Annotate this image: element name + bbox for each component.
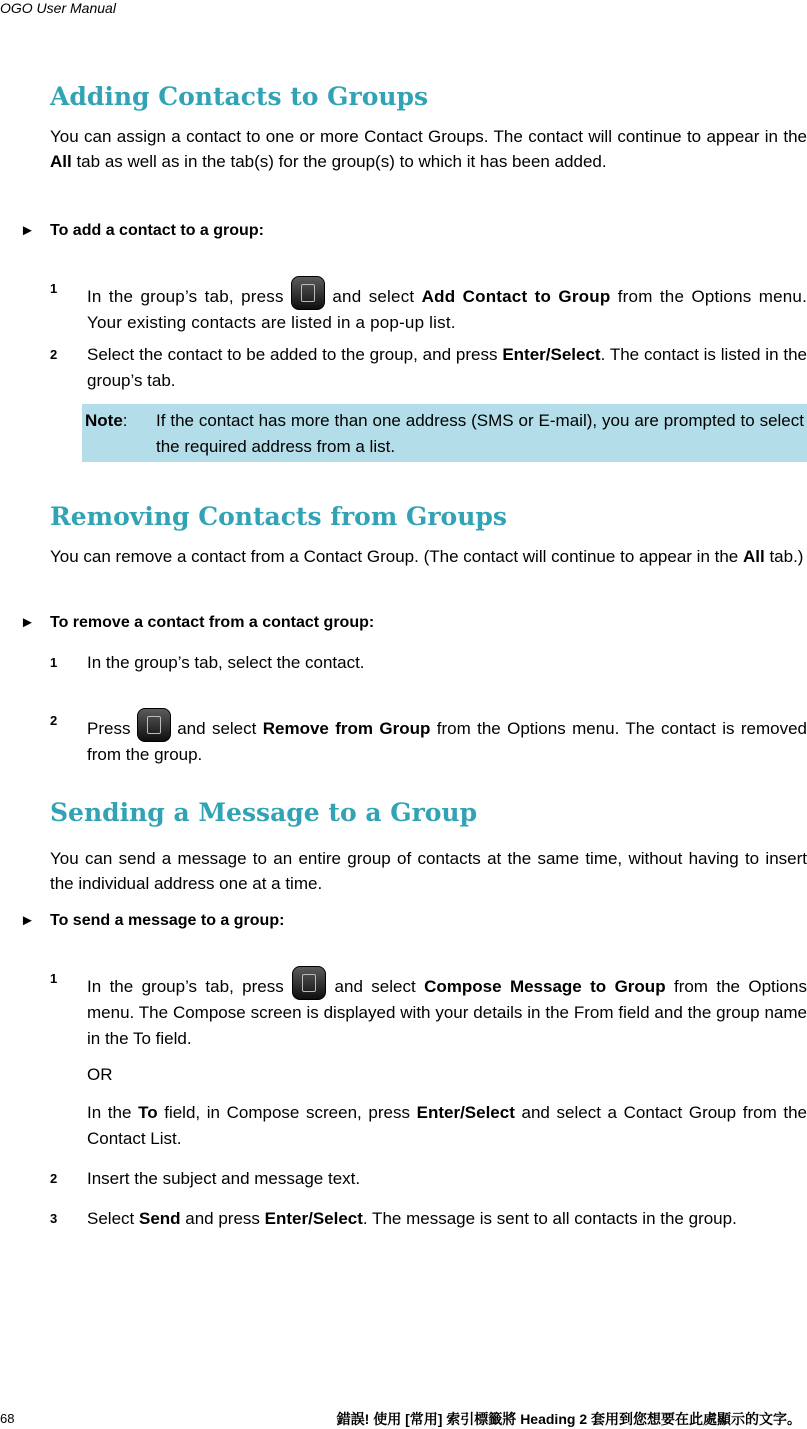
options-menu-button-icon xyxy=(137,708,171,742)
step-number: 3 xyxy=(50,1211,58,1226)
procedure-heading-send: ► To send a message to a group: xyxy=(20,910,284,932)
note-box xyxy=(82,404,807,462)
step-number: 2 xyxy=(50,347,58,362)
step-number: 1 xyxy=(50,971,58,986)
section-title-adding: Adding Contacts to Groups xyxy=(50,82,429,111)
triangle-marker-icon: ► xyxy=(20,614,35,631)
page-number: 68 xyxy=(0,1411,15,1426)
step-number: 1 xyxy=(50,281,58,296)
procedure-heading-add: ► To add a contact to a group: xyxy=(20,220,264,242)
note-text: If the contact has more than one address (SMS or E-mail), you are prompted to select the required address from a list. xyxy=(156,411,804,456)
step-number: 2 xyxy=(50,1171,58,1186)
step-number: 2 xyxy=(50,713,58,728)
footer-error-text: 錯誤! 使用 [常用] 索引標籤將 Heading 2 套用到您想要在此處顯示的文字。 xyxy=(336,1411,801,1427)
options-menu-button-icon xyxy=(291,276,325,310)
options-menu-button-icon xyxy=(292,966,326,1000)
section-intro-adding: You can assign a contact to one or more Contact Groups. The contact will continue to appear in the All tab as well as in the tab(s) for the group(s) to which it has been added. xyxy=(50,127,807,171)
section-intro-removing: You can remove a contact from a Contact Group. (The contact will continue to appear in the All tab.) xyxy=(50,547,804,566)
running-header: OGO User Manual xyxy=(0,0,116,16)
note-label: Note: xyxy=(85,411,128,430)
procedure-heading-remove: ► To remove a contact from a contact group: xyxy=(20,612,374,634)
section-title-sending: Sending a Message to a Group xyxy=(50,798,478,827)
section-title-removing: Removing Contacts from Groups xyxy=(50,502,507,531)
triangle-marker-icon: ► xyxy=(20,222,35,239)
triangle-marker-icon: ► xyxy=(20,912,35,929)
step-number: 1 xyxy=(50,655,58,670)
section-intro-sending: You can send a message to an entire group of contacts at the same time, without having to insert the individual address one at a time. xyxy=(50,849,807,893)
